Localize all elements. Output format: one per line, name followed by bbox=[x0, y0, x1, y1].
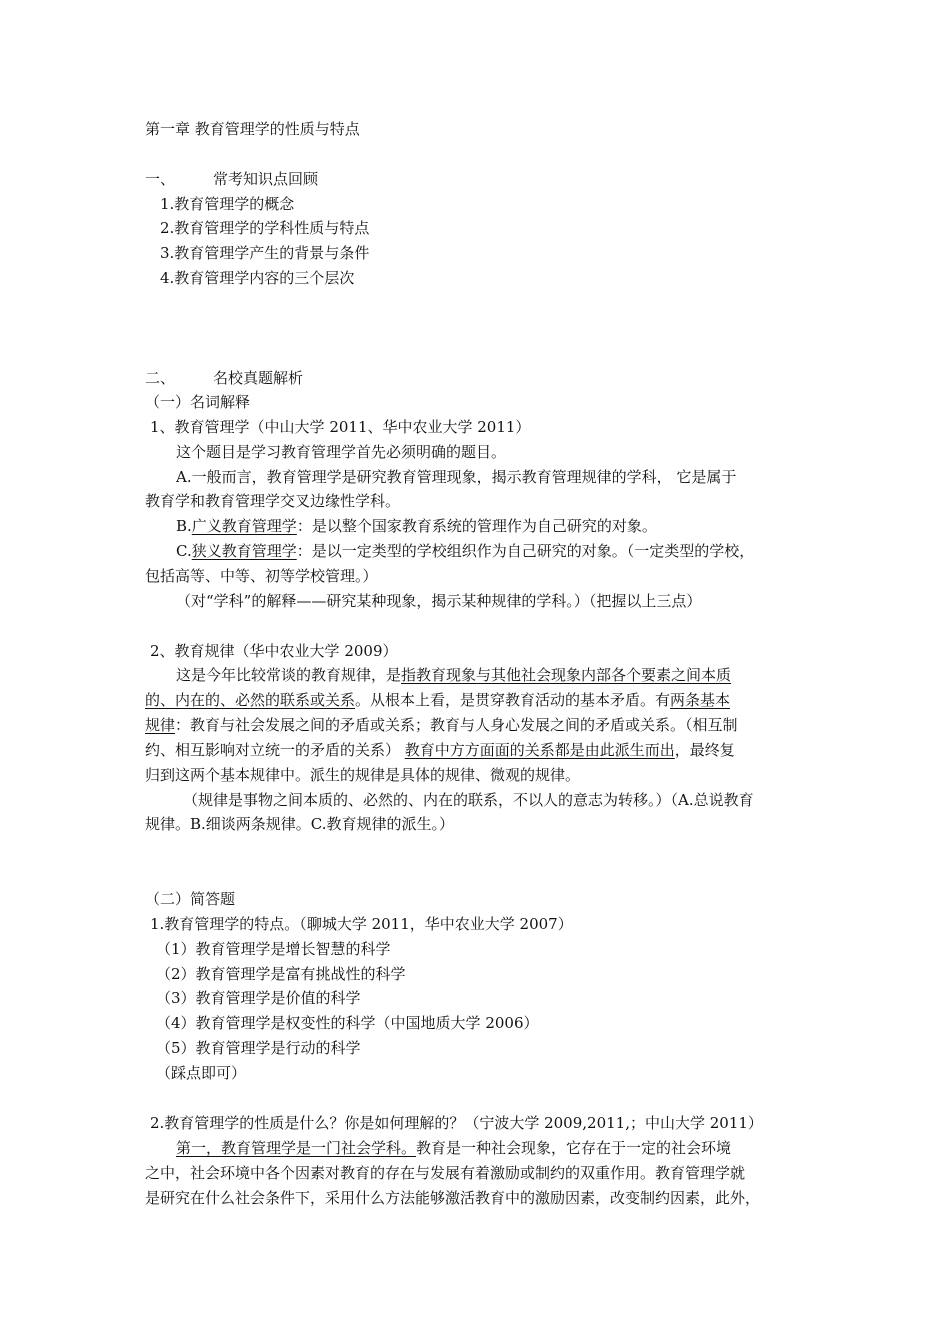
q1-c bbox=[176, 540, 841, 562]
q2-line2-underlined: 的、内在的、必然的联系或关系 bbox=[145, 691, 356, 709]
q1-b-term: 广义教育管理学 bbox=[191, 517, 297, 535]
q2-line4-text2: ，最终复 bbox=[674, 741, 735, 759]
part1-title: （一）名词解释 bbox=[145, 393, 251, 411]
q1-c-rest: ：是以一定类型的学校组织作为自己研究的对象。（一定类型的学校， bbox=[296, 542, 755, 560]
part2-title: （二）简答题 bbox=[145, 890, 236, 908]
q1-a-line1: A.一般而言，教育管理学是研究教育管理现象，揭示教育管理规律的学科， 它是属于 bbox=[176, 468, 737, 486]
section1-item: 3.教育管理学产生的背景与条件 bbox=[160, 244, 370, 262]
q1-b-rest: ：是以整个国家教育系统的管理作为自己研究的对象。 bbox=[296, 517, 657, 535]
section1-item: 4.教育管理学内容的三个层次 bbox=[160, 269, 355, 287]
q2-line3 bbox=[145, 714, 810, 736]
q3-note: （踩点即可） bbox=[156, 1064, 247, 1082]
q2-line4-text: 约、相互影响对立统一的矛盾的关系） bbox=[145, 741, 405, 759]
q2-line1-underlined: 指教育现象与其他社会现象内部各个要素之间本质 bbox=[401, 666, 732, 684]
q4-line2: 之中，社会环境中各个因素对教育的存在与发展有着激励或制约的双重作用。教育管理学就 bbox=[145, 1164, 746, 1182]
section2-number: 二、 bbox=[145, 369, 176, 387]
q1-c-term: 狭义教育管理学 bbox=[191, 542, 297, 560]
q2-title: 2、教育规律（华中农业大学 2009） bbox=[150, 642, 398, 660]
q3-item: （4）教育管理学是权变性的科学（中国地质大学 2006） bbox=[156, 1014, 539, 1032]
chapter-title: 第一章 教育管理学的性质与特点 bbox=[145, 120, 360, 138]
q4-line3: 是研究在什么社会条件下，采用什么方法能够激活教育中的激励因素，改变制约因素，此外， bbox=[145, 1189, 761, 1207]
section1-number: 一、 bbox=[145, 170, 176, 188]
q2-line3-underlined: 规律 bbox=[145, 716, 176, 734]
section1-title: 常考知识点回顾 bbox=[213, 170, 319, 188]
section2-title: 名校真题解析 bbox=[213, 369, 304, 387]
section1-item: 2.教育管理学的学科性质与特点 bbox=[160, 219, 370, 237]
q3-title: 1.教育管理学的特点。（聊城大学 2011，华中农业大学 2007） bbox=[150, 915, 573, 933]
q4-title: 2.教育管理学的性质是什么？你是如何理解的？（宁波大学 2009,2011,；中山大学 2011） bbox=[150, 1114, 763, 1132]
section1-item: 1.教育管理学的概念 bbox=[160, 195, 295, 213]
q2-line4 bbox=[145, 739, 810, 761]
q2-line5: 归到这两个基本规律中。派生的规律是具体的规律、微观的规律。 bbox=[145, 766, 581, 784]
q2-line1 bbox=[176, 664, 841, 686]
q1-c-line2: 包括高等、中等、初等学校管理。） bbox=[145, 567, 378, 585]
q2-line2-text: 。从根本上看，是贯穿教育活动的基本矛盾。有 bbox=[355, 691, 671, 709]
section2-heading bbox=[145, 367, 810, 389]
q4-line1-text: 教育是一种社会现象，它存在于一定的社会环境 bbox=[416, 1139, 732, 1157]
q2-line2-underlined2: 两条基本 bbox=[670, 691, 731, 709]
q3-item: （2）教育管理学是富有挑战性的科学 bbox=[156, 965, 406, 983]
q4-line1 bbox=[176, 1137, 841, 1159]
q1-b bbox=[176, 515, 841, 537]
q1-title: 1、教育管理学（中山大学 2011、华中农业大学 2011） bbox=[150, 418, 531, 436]
q1-note: （对“学科”的解释——研究某种现象，揭示某种规律的学科。）（把握以上三点） bbox=[176, 592, 702, 610]
q4-line1-underlined: 第一，教育管理学是一门社会学科。 bbox=[176, 1139, 417, 1157]
q3-item: （5）教育管理学是行动的科学 bbox=[156, 1039, 361, 1057]
q1-c-prefix: C. bbox=[176, 542, 192, 560]
q3-item: （1）教育管理学是增长智慧的科学 bbox=[156, 940, 391, 958]
q2-note2: 规律。B.细谈两条规律。C.教育规律的派生。） bbox=[145, 815, 455, 833]
q3-item: （3）教育管理学是价值的科学 bbox=[156, 989, 361, 1007]
q2-line1-text: 这是今年比较常谈的教育规律，是 bbox=[176, 666, 402, 684]
q1-intro: 这个题目是学习教育管理学首先必须明确的题目。 bbox=[176, 443, 507, 461]
q1-a-line2: 教育学和教育管理学交叉边缘性学科。 bbox=[145, 492, 401, 510]
q2-note1: （规律是事物之间本质的、必然的、内在的联系，不以人的意志为转移。）（A.总说教育 bbox=[183, 791, 754, 809]
section1-heading bbox=[145, 168, 810, 190]
q2-line3-text: ：教育与社会发展之间的矛盾或关系；教育与人身心发展之间的矛盾或关系。（相互制 bbox=[175, 716, 738, 734]
q2-line4-underlined: 教育中方方面面的关系都是由此派生而出 bbox=[404, 741, 675, 759]
q1-b-prefix: B. bbox=[176, 517, 192, 535]
q2-line2 bbox=[145, 689, 810, 711]
